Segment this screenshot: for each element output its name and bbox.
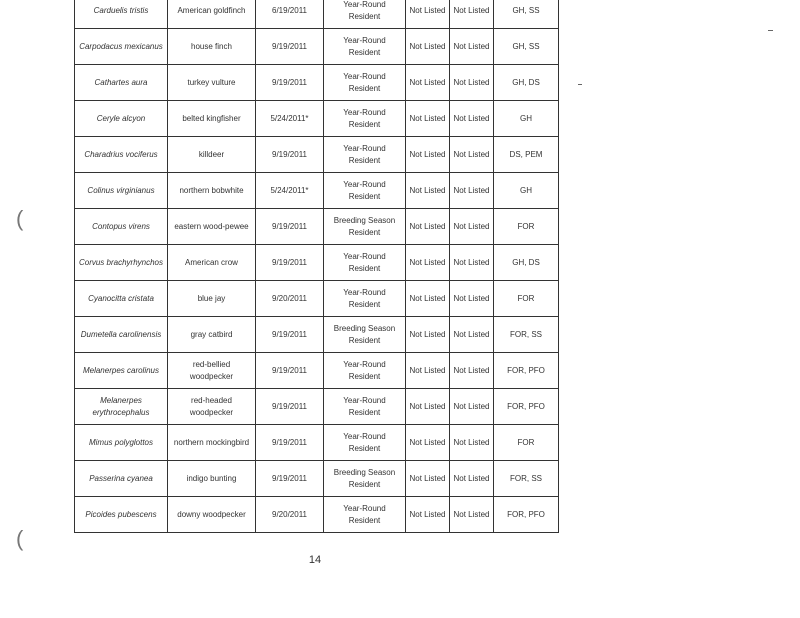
state-status-cell: Not Listed	[450, 425, 494, 461]
common-name-cell: eastern wood-pewee	[168, 209, 256, 245]
scientific-name-cell: Melanerpes carolinus	[75, 353, 168, 389]
habitat-cell: DS, PEM	[494, 137, 559, 173]
federal-status-cell: Not Listed	[406, 461, 450, 497]
common-name-cell: downy woodpecker	[168, 497, 256, 533]
bird-species-table-body	[75, 0, 559, 533]
common-name-cell: northern bobwhite	[168, 173, 256, 209]
common-name-cell: indigo bunting	[168, 461, 256, 497]
federal-status-cell: Not Listed	[406, 425, 450, 461]
table-row	[75, 389, 559, 425]
table-row	[75, 425, 559, 461]
common-name-cell: blue jay	[168, 281, 256, 317]
page-number: 14	[308, 554, 322, 566]
observation-date-cell: 5/24/2011*	[256, 101, 324, 137]
observation-date-cell: 5/24/2011*	[256, 173, 324, 209]
scan-artifact-bracket: (	[16, 526, 24, 551]
state-status-cell: Not Listed	[450, 389, 494, 425]
table-row	[75, 353, 559, 389]
federal-status-cell: Not Listed	[406, 0, 450, 29]
residency-status-cell: Year-Round Resident	[324, 65, 406, 101]
state-status-cell: Not Listed	[450, 461, 494, 497]
state-status-cell: Not Listed	[450, 137, 494, 173]
table-row	[75, 281, 559, 317]
habitat-cell: FOR	[494, 281, 559, 317]
observation-date-cell: 9/20/2011	[256, 497, 324, 533]
state-status-cell: Not Listed	[450, 245, 494, 281]
table-row	[75, 317, 559, 353]
habitat-cell: FOR, PFO	[494, 389, 559, 425]
observation-date-cell: 6/19/2011	[256, 0, 324, 29]
residency-status-cell: Breeding Season Resident	[324, 461, 406, 497]
scientific-name-cell: Charadrius vociferus	[75, 137, 168, 173]
habitat-cell: FOR	[494, 209, 559, 245]
state-status-cell: Not Listed	[450, 281, 494, 317]
federal-status-cell: Not Listed	[406, 101, 450, 137]
state-status-cell: Not Listed	[450, 65, 494, 101]
observation-date-cell: 9/19/2011	[256, 389, 324, 425]
table-row	[75, 497, 559, 533]
federal-status-cell: Not Listed	[406, 65, 450, 101]
residency-status-cell: Year-Round Resident	[324, 389, 406, 425]
scientific-name-cell: Picoides pubescens	[75, 497, 168, 533]
table-row	[75, 461, 559, 497]
scan-artifact-mark	[768, 30, 773, 31]
habitat-cell: GH, SS	[494, 29, 559, 65]
habitat-cell: FOR, PFO	[494, 353, 559, 389]
common-name-cell: American crow	[168, 245, 256, 281]
table-row	[75, 65, 559, 101]
scientific-name-cell: Ceryle alcyon	[75, 101, 168, 137]
bird-species-table	[74, 0, 559, 533]
common-name-cell: northern mockingbird	[168, 425, 256, 461]
federal-status-cell: Not Listed	[406, 317, 450, 353]
habitat-cell: FOR, SS	[494, 461, 559, 497]
observation-date-cell: 9/19/2011	[256, 317, 324, 353]
state-status-cell: Not Listed	[450, 101, 494, 137]
state-status-cell: Not Listed	[450, 317, 494, 353]
scientific-name-cell: Colinus virginianus	[75, 173, 168, 209]
residency-status-cell: Year-Round Resident	[324, 353, 406, 389]
observation-date-cell: 9/19/2011	[256, 353, 324, 389]
habitat-cell: FOR	[494, 425, 559, 461]
habitat-cell: FOR, PFO	[494, 497, 559, 533]
common-name-cell: gray catbird	[168, 317, 256, 353]
habitat-cell: GH, SS	[494, 0, 559, 29]
federal-status-cell: Not Listed	[406, 497, 450, 533]
residency-status-cell: Year-Round Resident	[324, 245, 406, 281]
residency-status-cell: Year-Round Resident	[324, 137, 406, 173]
observation-date-cell: 9/19/2011	[256, 209, 324, 245]
observation-date-cell: 9/19/2011	[256, 65, 324, 101]
federal-status-cell: Not Listed	[406, 281, 450, 317]
federal-status-cell: Not Listed	[406, 245, 450, 281]
scientific-name-cell: Cathartes aura	[75, 65, 168, 101]
table-row	[75, 137, 559, 173]
habitat-cell: FOR, SS	[494, 317, 559, 353]
residency-status-cell: Year-Round Resident	[324, 173, 406, 209]
state-status-cell: Not Listed	[450, 497, 494, 533]
table-row	[75, 245, 559, 281]
scientific-name-cell: Melanerpes erythrocephalus	[75, 389, 168, 425]
table-row	[75, 173, 559, 209]
habitat-cell: GH, DS	[494, 245, 559, 281]
residency-status-cell: Year-Round Resident	[324, 425, 406, 461]
scientific-name-cell: Carduelis tristis	[75, 0, 168, 29]
residency-status-cell: Year-Round Resident	[324, 29, 406, 65]
federal-status-cell: Not Listed	[406, 353, 450, 389]
common-name-cell: house finch	[168, 29, 256, 65]
common-name-cell: red-bellied woodpecker	[168, 353, 256, 389]
observation-date-cell: 9/20/2011	[256, 281, 324, 317]
common-name-cell: red-headed woodpecker	[168, 389, 256, 425]
common-name-cell: belted kingfisher	[168, 101, 256, 137]
habitat-cell: GH, DS	[494, 65, 559, 101]
federal-status-cell: Not Listed	[406, 29, 450, 65]
state-status-cell: Not Listed	[450, 29, 494, 65]
scientific-name-cell: Corvus brachyrhynchos	[75, 245, 168, 281]
observation-date-cell: 9/19/2011	[256, 137, 324, 173]
scientific-name-cell: Carpodacus mexicanus	[75, 29, 168, 65]
federal-status-cell: Not Listed	[406, 137, 450, 173]
observation-date-cell: 9/19/2011	[256, 461, 324, 497]
habitat-cell: GH	[494, 173, 559, 209]
state-status-cell: Not Listed	[450, 0, 494, 29]
common-name-cell: American goldfinch	[168, 0, 256, 29]
residency-status-cell: Breeding Season Resident	[324, 317, 406, 353]
observation-date-cell: 9/19/2011	[256, 425, 324, 461]
federal-status-cell: Not Listed	[406, 389, 450, 425]
residency-status-cell: Year-Round Resident	[324, 0, 406, 29]
residency-status-cell: Year-Round Resident	[324, 281, 406, 317]
scan-artifact-bracket: (	[16, 206, 24, 231]
state-status-cell: Not Listed	[450, 209, 494, 245]
table-row	[75, 29, 559, 65]
scientific-name-cell: Passerina cyanea	[75, 461, 168, 497]
residency-status-cell: Breeding Season Resident	[324, 209, 406, 245]
residency-status-cell: Year-Round Resident	[324, 497, 406, 533]
table-row	[75, 209, 559, 245]
scientific-name-cell: Mimus polyglottos	[75, 425, 168, 461]
common-name-cell: turkey vulture	[168, 65, 256, 101]
common-name-cell: killdeer	[168, 137, 256, 173]
table-row	[75, 101, 559, 137]
residency-status-cell: Year-Round Resident	[324, 101, 406, 137]
scientific-name-cell: Cyanocitta cristata	[75, 281, 168, 317]
observation-date-cell: 9/19/2011	[256, 29, 324, 65]
observation-date-cell: 9/19/2011	[256, 245, 324, 281]
scientific-name-cell: Contopus virens	[75, 209, 168, 245]
state-status-cell: Not Listed	[450, 173, 494, 209]
state-status-cell: Not Listed	[450, 353, 494, 389]
scan-artifact-mark	[578, 84, 582, 85]
table-row	[75, 0, 559, 29]
habitat-cell: GH	[494, 101, 559, 137]
scientific-name-cell: Dumetella carolinensis	[75, 317, 168, 353]
federal-status-cell: Not Listed	[406, 173, 450, 209]
federal-status-cell: Not Listed	[406, 209, 450, 245]
